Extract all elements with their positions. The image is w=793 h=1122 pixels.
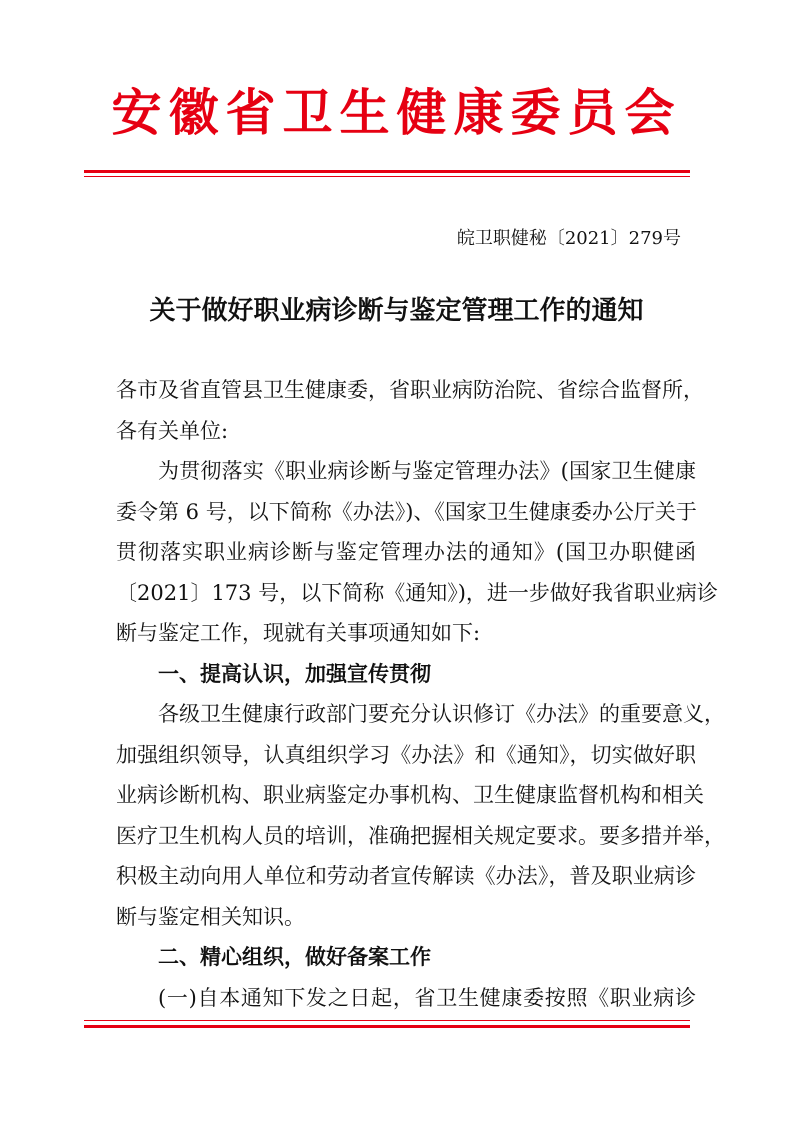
paragraph-line: 为贯彻落实《职业病诊断与鉴定管理办法》(国家卫生健康: [158, 459, 696, 483]
document-body: [116, 370, 725, 1018]
addressee-line: 各有关单位:: [116, 418, 229, 443]
footer-red-rule-thin: [84, 1020, 690, 1021]
paragraph-line: 医疗卫生机构人员的培训，准确把握相关规定要求。要多措并举，: [116, 823, 725, 848]
section-heading: 一、提高认识，加强宣传贯彻: [158, 661, 431, 686]
document-title: 关于做好职业病诊断与鉴定管理工作的通知: [149, 296, 644, 326]
paragraph-line: 〔2021〕173 号，以下简称《通知》)，进一步做好我省职业病诊: [116, 580, 718, 605]
paragraph-line: 各级卫生健康行政部门要充分认识修订《办法》的重要意义，: [158, 702, 725, 726]
paragraph-line: 积极主动向用人单位和劳动者宣传解读《办法》，普及职业病诊: [116, 864, 696, 888]
document-number: 皖卫职健秘〔2021〕279号: [456, 228, 681, 249]
addressee-line: 各市及省直管县卫生健康委，省职业病防治院、省综合监督所，: [116, 378, 704, 402]
agency-letterhead: 安徽省卫生健康委员会: [111, 83, 682, 142]
footer-red-rule-thick: [84, 1025, 690, 1028]
header-red-rule-thick: [84, 170, 690, 173]
paragraph-line: 贯彻落实职业病诊断与鉴定管理办法的通知》(国卫办职健函: [116, 540, 696, 564]
header-red-rule-thin: [84, 176, 690, 177]
paragraph-line: 业病诊断机构、职业病鉴定办事机构、卫生健康监督机构和相关: [116, 783, 704, 807]
paragraph-line: 加强组织领导，认真组织学习《办法》和《通知》，切实做好职: [116, 742, 696, 767]
paragraph-line: 断与鉴定相关知识。: [116, 904, 305, 929]
paragraph-line: 断与鉴定工作，现就有关事项通知如下:: [116, 621, 481, 645]
section-heading: 二、精心组织，做好备案工作: [158, 945, 431, 969]
paragraph-line: (一)自本通知下发之日起，省卫生健康委按照《职业病诊: [158, 985, 696, 1010]
paragraph-line: 委令第 6 号，以下简称《办法》)、《国家卫生健康委办公厅关于: [116, 499, 697, 524]
